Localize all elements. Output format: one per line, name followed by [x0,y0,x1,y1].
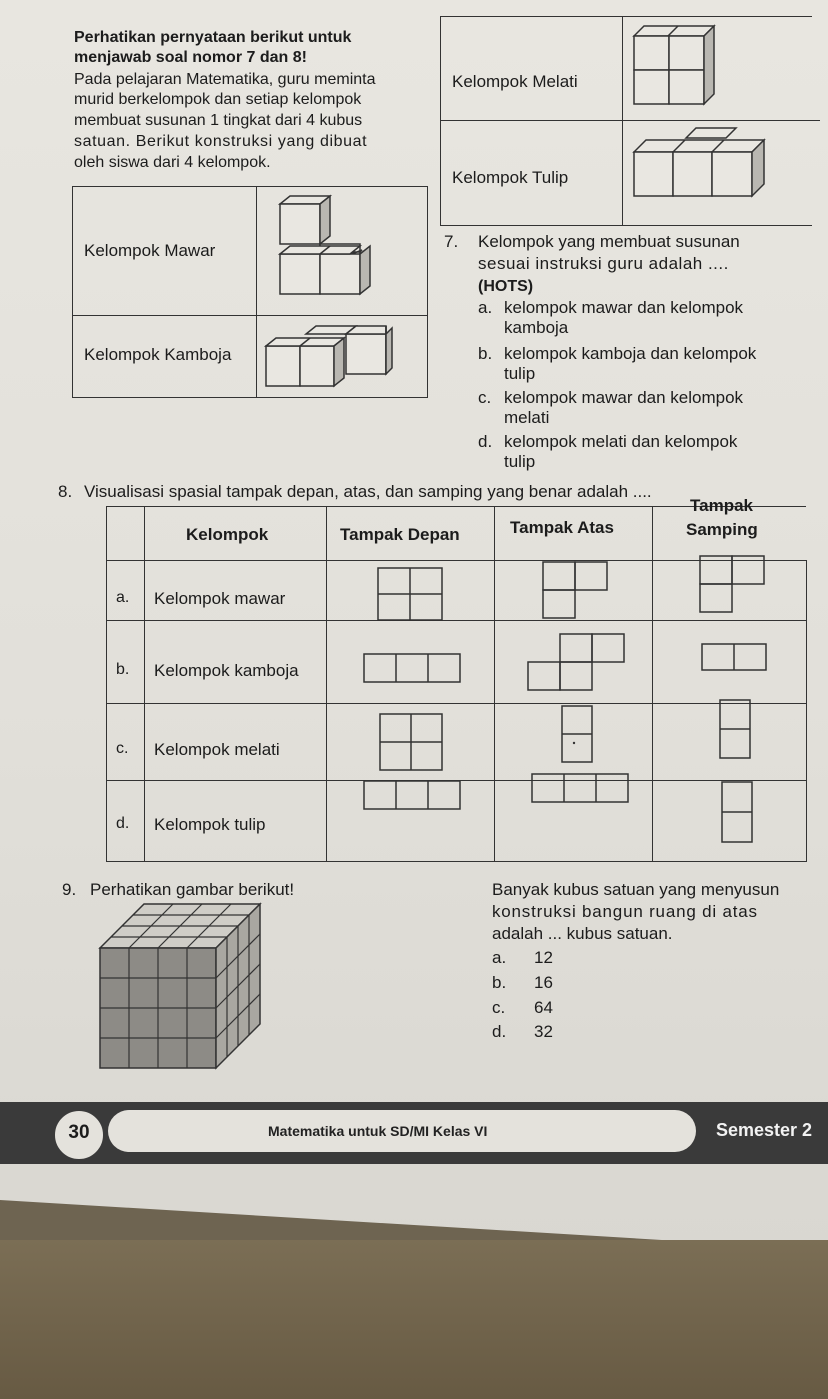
q8-row-c-letter: c. [116,740,129,757]
q9-option-c-value: 64 [534,998,553,1017]
q9-line-3: adalah ... kubus satuan. [492,924,673,943]
q8-header-side-1: Tampak [690,496,753,515]
page-number: 30 [68,1122,90,1143]
q9-option-b-value: 16 [534,973,553,992]
q9-option-c-letter: c. [492,998,506,1017]
intro-line-5: membuat susunan 1 tingkat dari 4 kubus [74,112,363,129]
intro-line-4: murid berkelompok dan setiap kelompok [74,91,362,108]
q7-number: 7. [444,232,459,251]
q9-line-1: Banyak kubus satuan yang menyusun [492,880,780,899]
q7-option-c-letter: c. [478,388,492,407]
q8-header-group: Kelompok [186,525,269,544]
q7-option-a-letter: a. [478,298,493,317]
table-surface [0,1240,828,1399]
q9-option-b-letter: b. [492,973,507,992]
q8-row-d-name: Kelompok tulip [154,815,266,834]
q7-line-1: Kelompok yang membuat susunan [478,232,740,251]
q7-option-b-line-2: tulip [504,364,536,383]
q9-option-d-letter: d. [492,1022,507,1041]
q7-hots-tag: (HOTS) [478,278,534,295]
q9-option-a-letter: a. [492,948,507,967]
q8-row-b-letter: b. [116,661,130,678]
q8-row-b-name: Kelompok kamboja [154,661,299,680]
q8-number: 8. [58,482,73,501]
q7-option-c-line-1: kelompok mawar dan kelompok [504,388,744,407]
intro-line-6: satuan. Berikut konstruksi yang dibuat [74,133,368,150]
q8-row-d-letter: d. [116,815,130,832]
q8-text: Visualisasi spasial tampak depan, atas, dan samping yang benar adalah .... [84,482,652,501]
intro-line-7: oleh siswa dari 4 kelompok. [74,154,271,171]
q7-line-2: sesuai instruksi guru adalah .... [478,254,729,273]
q8-header-top: Tampak Atas [510,518,614,537]
q7-option-d-letter: d. [478,432,493,451]
q9-option-d-value: 32 [534,1022,553,1041]
intro-line-1: Perhatikan pernyataan berikut untuk [74,29,352,46]
q7-option-d-line-2: tulip [504,452,536,471]
q8-row-a-letter: a. [116,589,130,606]
intro-line-2: menjawab soal nomor 7 dan 8! [74,49,307,66]
semester-label: Semester 2 [716,1120,813,1140]
q7-option-a-line-1: kelompok mawar dan kelompok [504,298,744,317]
q7-option-a-line-2: kamboja [504,318,569,337]
group-label-tulip: Kelompok Tulip [452,168,569,187]
q9-prompt: Perhatikan gambar berikut! [90,880,295,899]
book-title: Matematika untuk SD/MI Kelas VI [268,1123,488,1139]
intro-line-3: Pada pelajaran Matematika, guru meminta [74,71,376,88]
q8-header-front: Tampak Depan [340,525,460,544]
group-label-melati: Kelompok Melati [452,72,578,91]
group-label-kamboja: Kelompok Kamboja [84,345,232,364]
q7-option-b-letter: b. [478,344,493,363]
q9-option-a-value: 12 [534,948,553,967]
q8-header-side-2: Samping [686,520,758,539]
q9-line-2: konstruksi bangun ruang di atas [492,902,758,921]
q9-number: 9. [62,880,77,899]
q7-option-b-line-1: kelompok kamboja dan kelompok [504,344,757,363]
q7-option-c-line-2: melati [504,408,550,427]
group-label-mawar: Kelompok Mawar [84,241,216,260]
q7-option-d-line-1: kelompok melati dan kelompok [504,432,738,451]
q9-cube-figure [96,900,266,1072]
q8-row-a-name: Kelompok mawar [154,589,286,608]
q8-row-c-name: Kelompok melati [154,740,280,759]
